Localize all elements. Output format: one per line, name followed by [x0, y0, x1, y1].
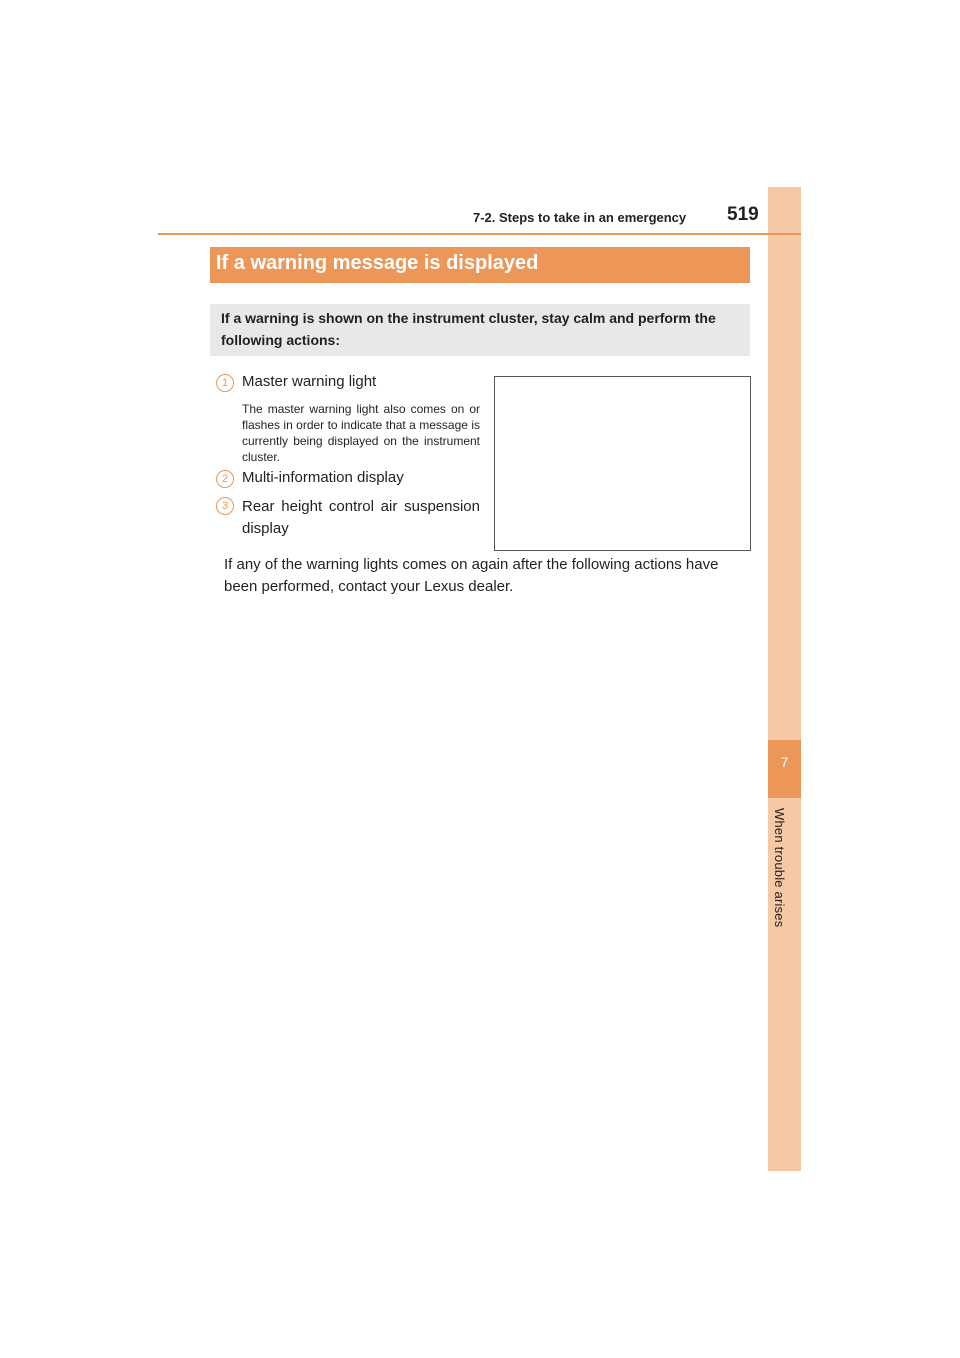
- page-number: 519: [727, 204, 759, 225]
- item-description-master-warning: The master warning light also comes on or flashes in order to indicate that a message is currently being displayed on the instrument cluster.: [242, 402, 480, 464]
- running-header-section: 7-2. Steps to take in an emergency: [473, 210, 687, 225]
- callout-number-3: 3: [216, 497, 234, 515]
- item-label-master-warning: Master warning light: [242, 373, 377, 390]
- chapter-side-tab: [768, 187, 801, 1171]
- section-title-bar: [210, 247, 750, 283]
- callout-number-2: 2: [216, 470, 234, 488]
- instrument-cluster-figure: [494, 376, 751, 551]
- header-divider: [158, 233, 801, 235]
- callout-number-1: 1: [216, 374, 234, 392]
- section-title: If a warning message is displayed: [216, 252, 539, 274]
- intro-box: [210, 304, 750, 356]
- dealer-note: If any of the warning lights comes on again after the following actions have been performed, contact your Lexus dealer.: [224, 556, 719, 595]
- chapter-title: When trouble arises: [772, 808, 787, 928]
- item-label-multi-info: Multi-information display: [242, 469, 404, 486]
- item-label-rear-height: Rear height control air suspension display: [242, 498, 480, 537]
- intro-text: If a warning is shown on the instrument cluster, stay calm and perform the following actions:: [221, 310, 716, 348]
- chapter-number: 7: [780, 754, 789, 770]
